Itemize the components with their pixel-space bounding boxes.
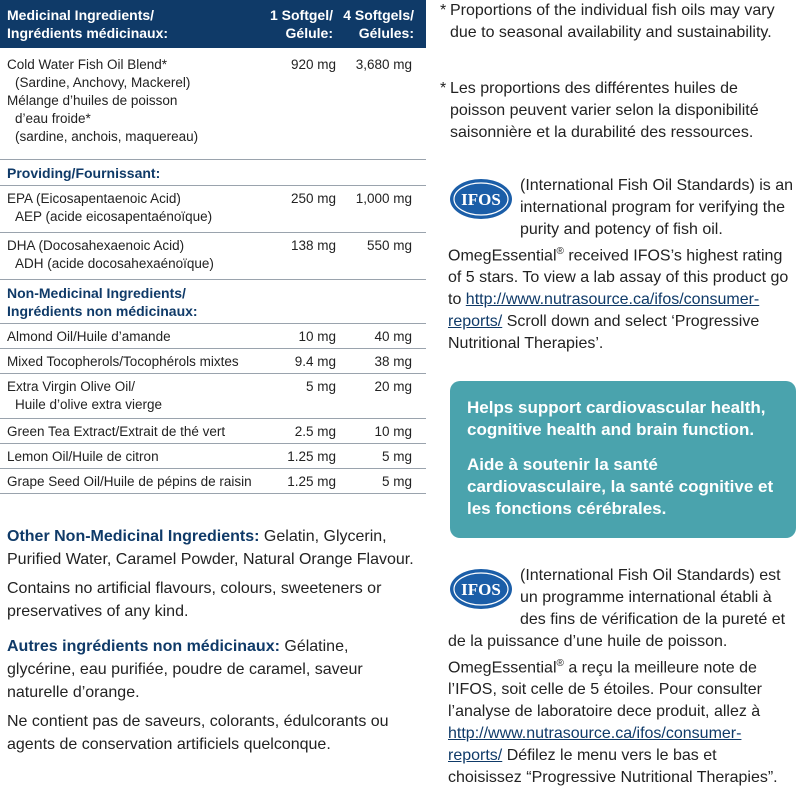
dha-line-1: DHA (Docosahexaenoic Acid) (7, 238, 185, 253)
dha-line-2: ADH (acide docosahexaénoïque) (15, 256, 214, 271)
table-row-grape-seed (0, 469, 426, 494)
svg-text:IFOS: IFOS (461, 190, 501, 209)
blend-line-5: (sardine, anchois, maquereau) (15, 129, 199, 144)
epa-line-2: AEP (acide eicosapentaénoïque) (15, 209, 213, 224)
ifos-en-text-2: received IFOS’s highest rating of 5 stars. To view a lab assay of this product go to (448, 247, 789, 309)
other-ingredients-en (7, 525, 419, 571)
no-artificial-en: Contains no artificial flavours, colours, sweeteners or preservatives of any kind. (7, 580, 382, 620)
ifos-logo-icon (448, 177, 514, 221)
no-artificial-fr: Ne contient pas de saveurs, colorants, édulcorants ou agents de conservation artificiels quelconque. (7, 713, 389, 753)
note-fr-text: Les proportions des différentes huiles de poisson peuvent varier selon la disponibilité saisonnière et la durabilité des ressources. (450, 80, 759, 141)
other-ingredients-fr-text: Gélatine, glycérine, eau purifiée, poudre de caramel, saveur naturelle d’orange. (7, 638, 363, 701)
ifos-fr-reg: ® (556, 658, 564, 669)
ifos-fr-text-2: a reçu la meilleure note de l’IFOS, soit celle de 5 étoiles. Pour consulter l’analyse de laboratoire dece produit, allez à (448, 659, 762, 721)
svg-text:IFOS: IFOS (461, 580, 501, 599)
ifos-block-en (448, 175, 793, 355)
lemon-per-softgel: 1.25 mg (287, 449, 336, 464)
callout-text-en: Helps support cardiovascular health, cognitive health and brain function. (467, 398, 766, 439)
other-ingredients-en-label: Other Non-Medicinal Ingredients: (7, 528, 260, 545)
ifos-fr-link[interactable]: http://www.nutrasource.ca/ifos/consumer-reports/ (448, 725, 742, 765)
blend-line-2: (Sardine, Anchovy, Mackerel) (15, 75, 191, 90)
blend-per-4-softgels: 3,680 mg (355, 57, 412, 72)
tocopherols-per-4-softgels: 38 mg (374, 354, 412, 369)
note-en-text: Proportions of the individual fish oils may vary due to seasonal availability and sustainability. (450, 2, 775, 41)
blend-line-1: Cold Water Fish Oil Blend* (7, 57, 168, 72)
green-tea-label: Green Tea Extract/Extrait de thé vert (7, 424, 226, 439)
lemon-per-4-softgels: 5 mg (381, 449, 412, 464)
header-col3-line2: Gélules: (358, 25, 414, 41)
ifos-logo-fr-icon (448, 567, 514, 611)
blend-line-4: d’eau froide* (15, 111, 91, 126)
ifos-fr-text-3: Défilez le menu vers le bas et choisissez “Progressive Nutritional Therapies”. (448, 747, 778, 787)
olive-per-softgel: 5 mg (305, 379, 336, 394)
green-tea-per-4-softgels: 10 mg (374, 424, 412, 439)
header-col2-line2: Gélule: (285, 25, 333, 41)
tocopherols-label: Mixed Tocopherols/Tocophérols mixtes (7, 354, 239, 369)
almond-label: Almond Oil/Huile d’amande (7, 329, 171, 344)
almond-per-softgel: 10 mg (298, 329, 336, 344)
blend-line-3: Mélange d’huiles de poisson (7, 93, 178, 108)
grape-seed-per-softgel: 1.25 mg (287, 474, 336, 489)
ifos-logo (448, 177, 514, 221)
ifos-block-fr (448, 565, 793, 789)
blend-per-softgel: 920 mg (290, 57, 336, 72)
other-ingredients-fr (7, 635, 419, 704)
header-col3-line1: 4 Softgels/ (343, 7, 414, 23)
table-row-almond (0, 324, 426, 349)
epa-per-softgel: 250 mg (290, 191, 336, 206)
note-fr-asterisk: * (440, 80, 447, 97)
dha-per-4-softgels: 550 mg (366, 238, 412, 253)
ifos-en-text-1: (International Fish Oil Standards) is an international program for verifying the purity and potency of fish oil. OmegEssential (448, 177, 794, 265)
lemon-label: Lemon Oil/Huile de citron (7, 449, 159, 464)
table-row-tocopherols (0, 349, 426, 374)
header-col1-line2: Ingrédients médicinaux: (7, 25, 169, 41)
ifos-en-reg: ® (556, 246, 564, 257)
olive-line-1: Extra Virgin Olive Oil/ (7, 379, 136, 394)
tocopherols-per-softgel: 9.4 mg (294, 354, 336, 369)
header-col2-line1: 1 Softgel/ (269, 7, 333, 23)
callout-text-fr: Aide à soutenir la santé cardiovasculaire, la santé cognitive et les fonctions cérébrales. (467, 455, 774, 518)
table-row-olive (0, 374, 426, 419)
epa-line-1: EPA (Eicosapentaenoic Acid) (7, 191, 181, 206)
ifos-en-link[interactable]: http://www.nutrasource.ca/ifos/consumer-reports/ (448, 291, 760, 331)
other-ingredients-en-text: Gelatin, Glycerin, Purified Water, Caramel Powder, Natural Orange Flavour. (7, 528, 414, 568)
ifos-en-text-3: Scroll down and select ‘Progressive Nutritional Therapies’. (448, 313, 760, 353)
other-ingredients-section (7, 525, 419, 756)
providing-heading: Providing/Fournissant: (0, 160, 426, 186)
other-ingredients-fr-label: Autres ingrédients non médicinaux: (7, 638, 280, 655)
table-row-green-tea (0, 419, 426, 444)
proportions-note-en (440, 0, 785, 44)
health-callout (450, 381, 796, 538)
ifos-logo-fr (448, 567, 514, 611)
table-row-lemon (0, 444, 426, 469)
table-header (0, 0, 426, 48)
nonmed-heading-line-2: Ingrédients non médicinaux: (7, 303, 198, 319)
almond-per-4-softgels: 40 mg (374, 329, 412, 344)
olive-per-4-softgels: 20 mg (374, 379, 412, 394)
epa-per-4-softgels: 1,000 mg (355, 191, 412, 206)
note-en-asterisk: * (440, 2, 447, 19)
green-tea-per-softgel: 2.5 mg (294, 424, 336, 439)
olive-line-2: Huile d’olive extra vierge (15, 397, 163, 412)
table-row-blend (0, 48, 426, 160)
grape-seed-per-4-softgels: 5 mg (381, 474, 412, 489)
dha-per-softgel: 138 mg (290, 238, 336, 253)
table-row-epa (0, 186, 426, 233)
nonmed-heading-line-1: Non-Medicinal Ingredients/ (7, 285, 186, 301)
proportions-note-fr (440, 78, 792, 144)
header-col1-line1: Medicinal Ingredients/ (7, 7, 155, 23)
table-row-dha (0, 233, 426, 280)
ifos-fr-text-1: (International Fish Oil Standards) est un programme international établi à des fins de vérification de la pureté et de la puissance d’une huile de poisson. OmegEssential (448, 567, 786, 677)
grape-seed-label: Grape Seed Oil/Huile de pépins de raisin (7, 474, 252, 489)
nonmed-heading (0, 280, 426, 324)
